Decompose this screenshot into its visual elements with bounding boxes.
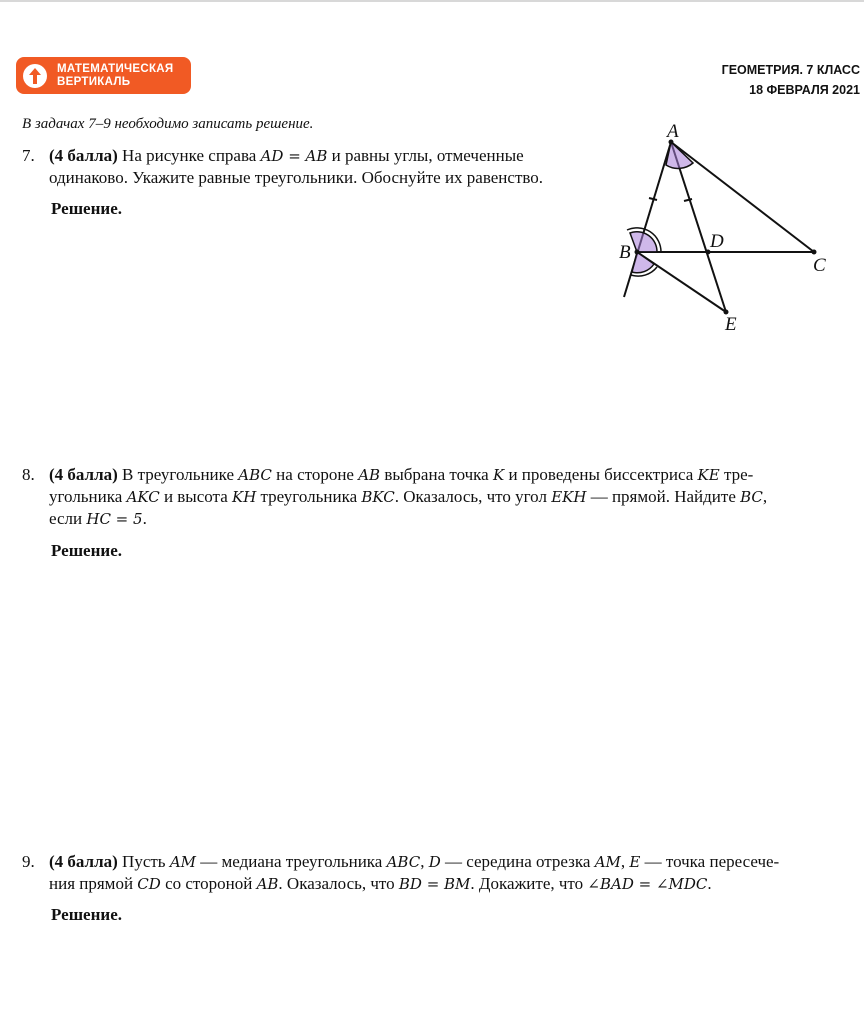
math-expr: AD = AB xyxy=(260,147,328,165)
math-expr: AKC xyxy=(126,488,160,506)
math-expr: AB xyxy=(256,875,279,893)
problem-text: и равны углы, отмеченные xyxy=(331,146,524,165)
problem-text: и проведены биссектриса xyxy=(508,465,694,484)
logo-line-2: ВЕРТИКАЛЬ xyxy=(57,75,131,88)
logo-line-1: МАТЕМАТИЧЕСКАЯ xyxy=(57,63,174,75)
math-expr: BKC xyxy=(361,488,395,506)
solution-label-8: Решение. xyxy=(51,541,122,560)
geometry-figure xyxy=(610,118,850,338)
problem-text: , xyxy=(620,852,626,871)
problem-text: ния прямой xyxy=(49,874,134,893)
math-expr: ABC xyxy=(386,853,421,871)
problem-text: . Оказалось, что xyxy=(278,874,395,893)
problem-text: — середина отрезка xyxy=(445,852,591,871)
math-expr: CD xyxy=(137,875,161,893)
math-expr: AB xyxy=(358,466,381,484)
problem-text: Пусть xyxy=(122,852,166,871)
label-C: C xyxy=(813,255,826,276)
point-C xyxy=(812,250,817,255)
math-expr: AM xyxy=(169,853,197,871)
problem-text: треугольника xyxy=(260,487,358,506)
problem-points: (4 балла) xyxy=(49,852,118,871)
problem-text: В треугольнике xyxy=(122,465,235,484)
problem-text: . xyxy=(142,509,147,528)
problem-text: . Докажите, что xyxy=(470,874,584,893)
header-info xyxy=(722,60,860,100)
label-E: E xyxy=(725,314,737,335)
arrow-up-icon xyxy=(23,64,47,88)
point-B xyxy=(635,250,640,255)
problem-text: , xyxy=(420,852,425,871)
problem-number: 8. xyxy=(22,465,35,484)
math-expr: BD = BM xyxy=(398,875,471,893)
problem-text: одинаково. Укажите равные треугольники. Обоснуйте их равенство. xyxy=(49,168,544,187)
problem-9 xyxy=(22,851,857,895)
problem-text: тре- xyxy=(723,465,754,484)
problem-text: и высота xyxy=(163,487,228,506)
problem-points: (4 балла) xyxy=(49,465,118,484)
math-expr: KE xyxy=(697,466,720,484)
math-expr: E xyxy=(629,853,641,871)
problem-7 xyxy=(22,145,582,189)
problem-text: угольника xyxy=(49,487,123,506)
problem-text: . xyxy=(707,874,712,893)
problem-text: на стороне xyxy=(276,465,354,484)
math-expr: EKH xyxy=(551,488,587,506)
problem-number: 9. xyxy=(22,852,35,871)
problem-text: На рисунке справа xyxy=(122,146,257,165)
problem-points: (4 балла) xyxy=(49,146,118,165)
label-A: A xyxy=(667,121,679,142)
subject-title: ГЕОМЕТРИЯ. 7 КЛАСС xyxy=(721,63,860,77)
math-expr: ABC xyxy=(238,466,272,484)
solution-label-9: Решение. xyxy=(51,905,122,924)
intro-note: В задачах 7–9 необходимо записать решение. xyxy=(22,116,314,132)
solution-label-7: Решение. xyxy=(51,199,122,218)
problem-number: 7. xyxy=(22,146,35,165)
problem-text: если xyxy=(49,509,83,528)
top-border-line xyxy=(0,0,864,2)
math-expr: KH xyxy=(232,488,257,506)
problem-text: выбрана точка xyxy=(384,465,489,484)
problem-text: — точка пересече- xyxy=(644,852,780,871)
problem-text: — прямой. Найдите xyxy=(590,487,736,506)
math-expr: BC xyxy=(740,488,763,506)
math-expr: K xyxy=(492,466,505,484)
brand-logo xyxy=(16,57,191,94)
math-expr: AM xyxy=(594,853,621,871)
problem-text: со стороной xyxy=(165,874,253,893)
label-D: D xyxy=(710,231,724,252)
problem-text: — медиана треугольника xyxy=(200,852,383,871)
logo-text xyxy=(57,63,173,88)
math-expr: D xyxy=(428,853,441,871)
math-expr: ∠BAD = ∠MDC xyxy=(587,875,708,893)
segment-AC xyxy=(671,142,814,252)
problem-text: . Оказалось, что угол xyxy=(394,487,547,506)
problem-text: , xyxy=(762,487,768,506)
math-expr: HC = 5 xyxy=(86,510,143,528)
problem-8 xyxy=(22,464,847,530)
label-B: B xyxy=(619,242,631,263)
tick-mark-AB xyxy=(649,198,657,200)
exam-date: 18 ФЕВРАЛЯ 2021 xyxy=(749,83,860,97)
